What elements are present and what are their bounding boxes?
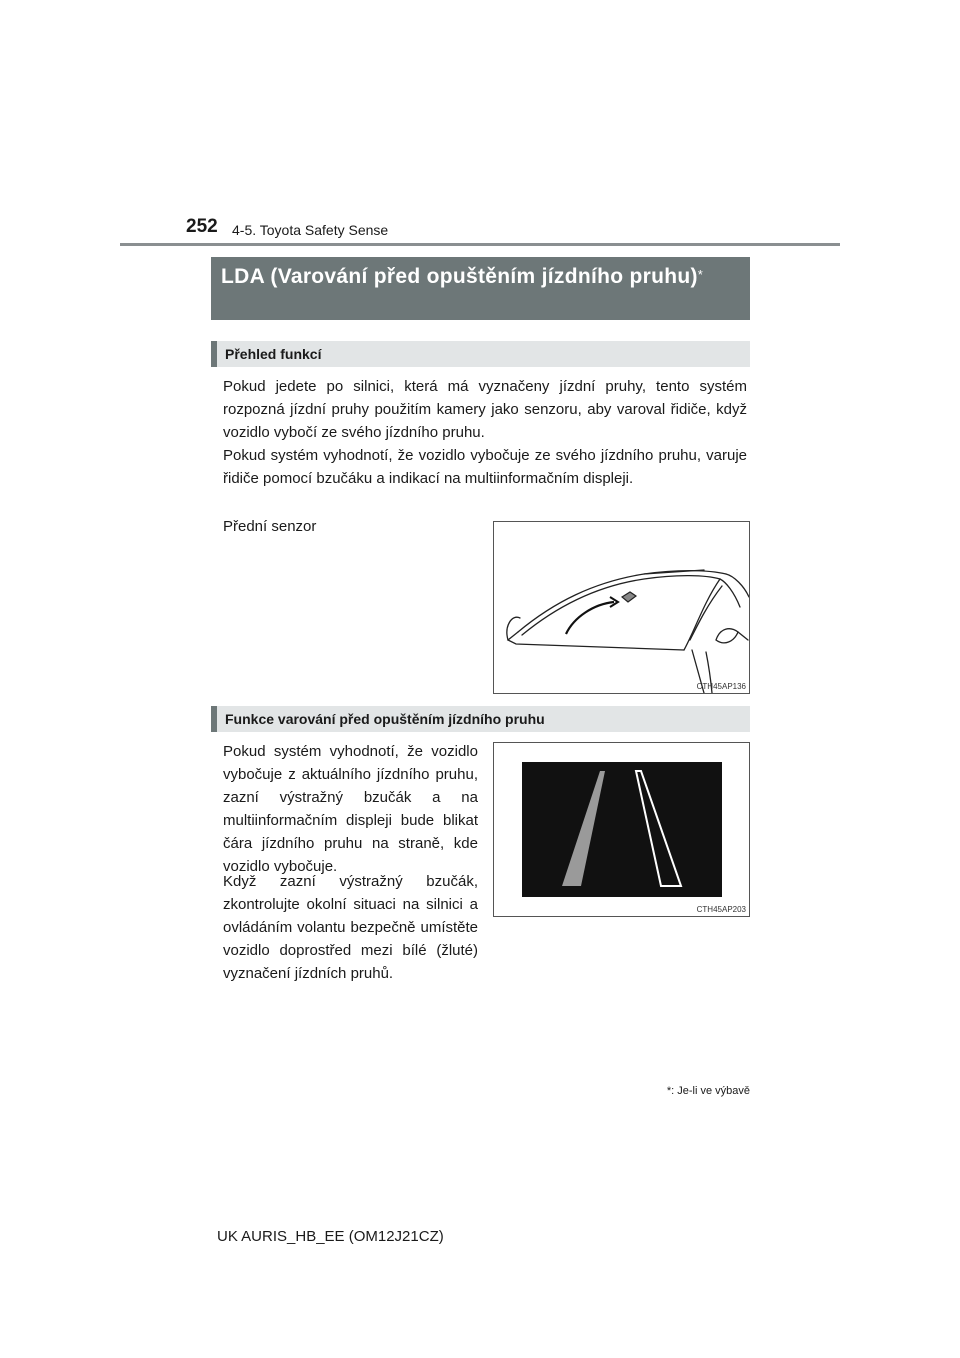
paragraph-intro: Pokud jedete po silnici, která má vyznačeny jízdní pruhy, tento systém rozpozná jízdní pruhy použitím kamery jako senzoru, aby varoval řidiče, když vozidlo vybočí ze svého jízdního pruhu. xyxy=(223,378,747,441)
multi-information-display xyxy=(522,762,722,897)
footer-model-code: UK AURIS_HB_EE (OM12J21CZ) xyxy=(217,1228,444,1245)
page-title-text: LDA (Varování před opuštěním jízdního pruhu) xyxy=(221,265,698,288)
section-reference: 4-5. Toyota Safety Sense xyxy=(232,222,389,238)
figure-front-sensor xyxy=(493,521,750,694)
figure-lane-display xyxy=(493,742,750,917)
page-title xyxy=(211,257,750,320)
windshield-camera-illustration xyxy=(494,522,749,693)
header-divider xyxy=(120,243,840,246)
front-sensor-label: Přední senzor xyxy=(223,518,317,535)
section-heading-overview: Přehled funkcí xyxy=(211,341,750,367)
lane-display-illustration xyxy=(494,743,749,916)
page-number: 252 xyxy=(186,216,218,237)
figure-code: CTH45AP136 xyxy=(696,682,746,691)
figure-code: CTH45AP203 xyxy=(696,905,746,914)
footnote: *: Je-li ve výbavě xyxy=(666,1085,750,1097)
paragraph-warning: Pokud systém vyhodnotí, že vozidlo vybočuje ze svého jízdního pruhu, varuje řidiče pomocí bzučáku a indikací na multiinformačním displeji. xyxy=(223,447,747,487)
availability-marker: * xyxy=(697,267,704,282)
paragraph-corrective-action: Když zazní výstražný bzučák, zkontrolujte okolní situaci na silnici a ovládáním volantu bezpečně umístěte vozidlo doprostřed mezi bílé (žluté) vyznačení jízdních pruhů. xyxy=(223,873,478,982)
section-heading-lane-departure: Funkce varování před opuštěním jízdního pruhu xyxy=(211,706,750,732)
paragraph-lane-departure-alert: Pokud systém vyhodnotí, že vozidlo vybočuje z aktuálního jízdního pruhu, zazní výstražný bzučák a na multiinformačním displeji bude blikat čára jízdního pruhu na straně, kde vozidlo vybočuje. xyxy=(223,743,478,875)
